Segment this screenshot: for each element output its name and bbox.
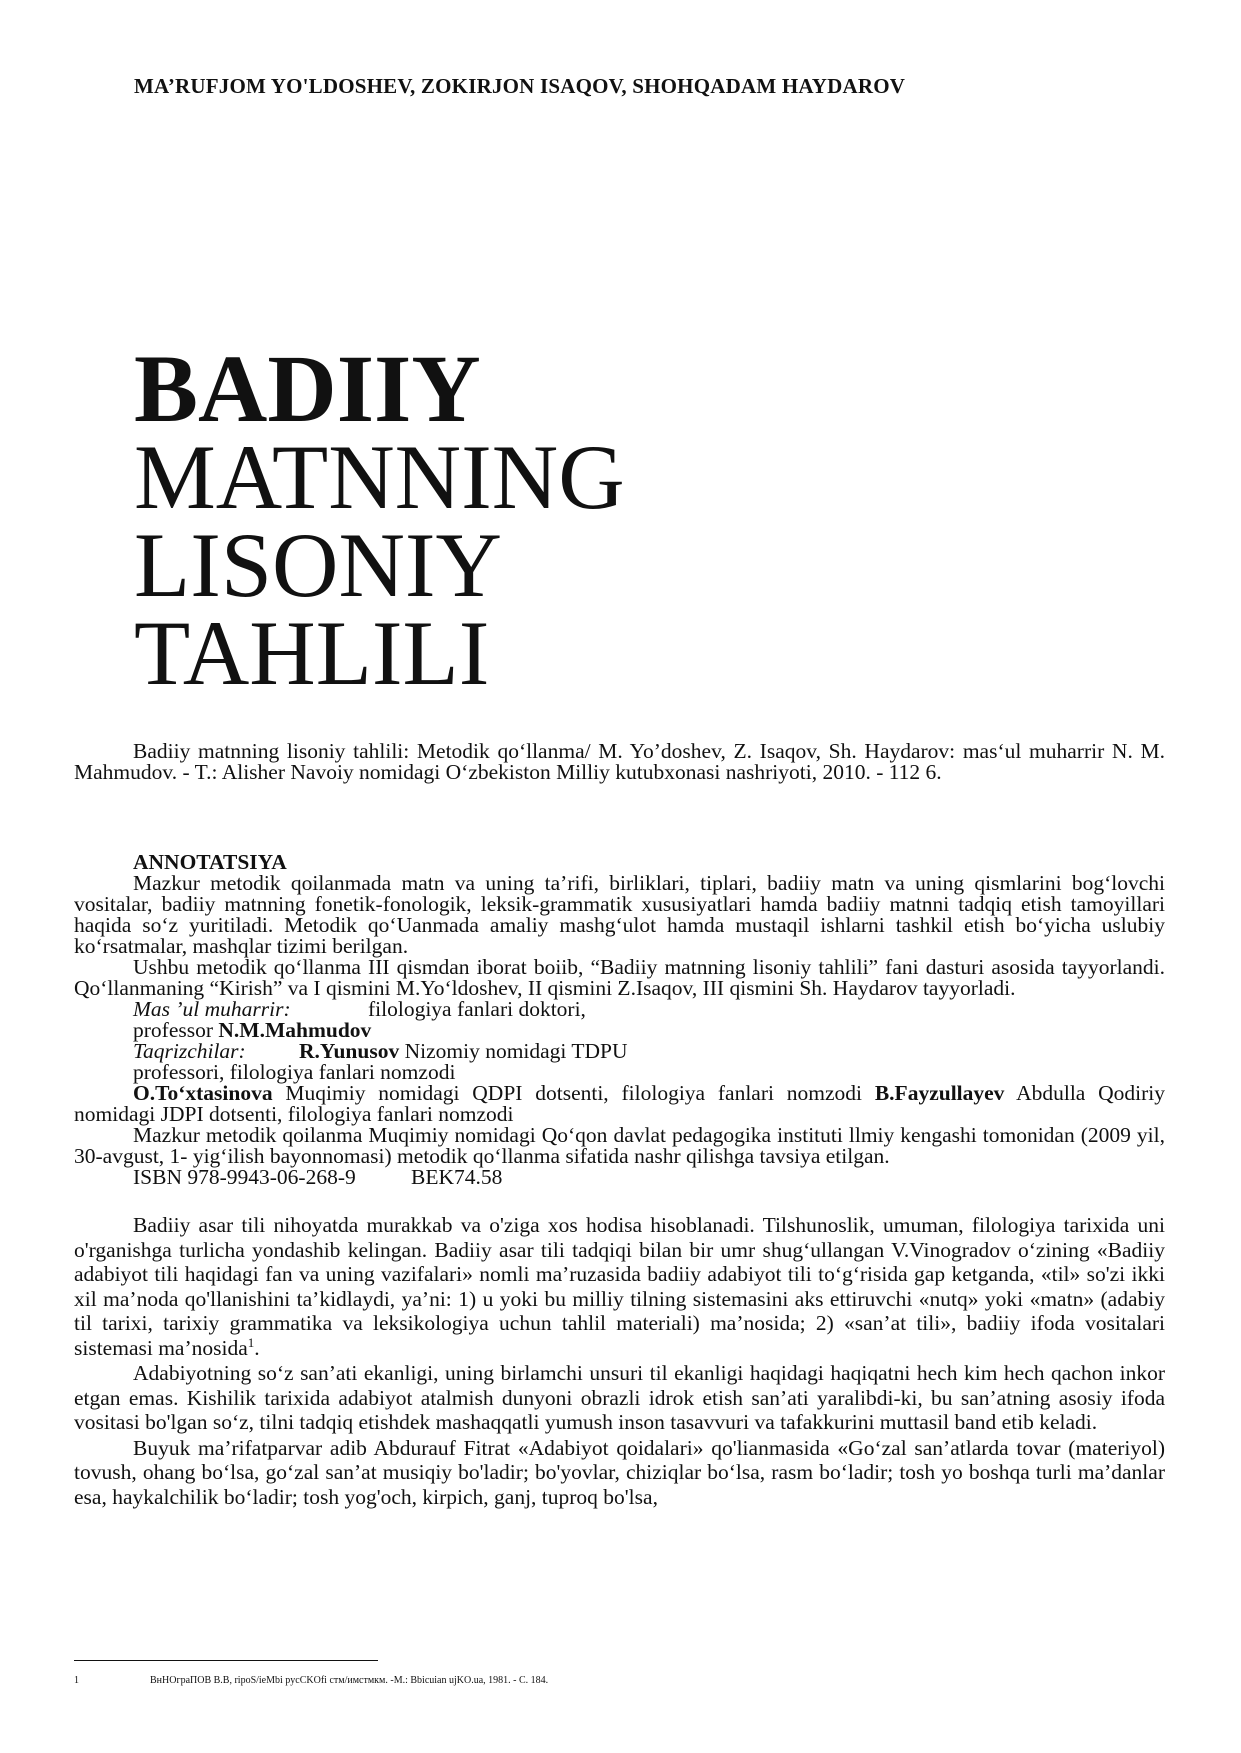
reviewer-1-desc-line: professori, filologiya fanlari nomzodi bbox=[133, 1060, 456, 1084]
reviewers-line bbox=[74, 1041, 1165, 1062]
main-paragraph-2: Adabiyotning so‘z san’ati ekanligi, uning birlamchi unsuri til ekanligi haqidagi haqiqatni hech kim hech qachon inkor etgan emas. Kishilik tarixida adabiyot atalmish dunyoni obrazli idrok etish san’ati yaralibdi-ki, bu san’atning asosiy ifoda vositasi bo'lgan so‘z, tilni tadqiq etishdek mashaqqatli yumush inson tasavvuri va tafakkurini muttasil band etib keladi. bbox=[74, 1361, 1165, 1434]
title-line-4: TAHLILI bbox=[134, 602, 490, 704]
reviewer-2-name: O.To‘xtasinova bbox=[133, 1081, 273, 1105]
annotation-section bbox=[74, 852, 1165, 1188]
footnote-text: ВнНОграПОВ В.В, ripoS/ieMbi pycCKOfi стм/имстмкм. -М.: Bbicuian ujKO.ua, 1981. - С. 184. bbox=[150, 1675, 549, 1686]
editor-name-line bbox=[74, 1020, 1165, 1041]
bbk: BEK74.58 bbox=[411, 1165, 503, 1189]
editor-title: professor bbox=[133, 1018, 214, 1042]
citation-block bbox=[74, 741, 1165, 783]
reviewer-1-desc: Nizomiy nomidagi TDPU bbox=[404, 1039, 628, 1063]
book-title bbox=[134, 335, 625, 704]
footnote-ref: 1 bbox=[247, 1334, 255, 1350]
footnote-rule bbox=[74, 1660, 378, 1661]
title-line-2: MATNNING bbox=[134, 426, 625, 528]
annotation-paragraph-2: Ushbu metodik qo‘llanma III qismdan iborat boiib, “Badiiy matnning lisoniy tahlili” fani dasturi asosida tayyorlandi. Qo‘llanmaning “Kirish” va I qismini M.Yo‘ldoshev, II qismini Z.Isaqov, III qismini Sh. Haydarov tayyorladi. bbox=[74, 955, 1165, 1000]
approval-paragraph: Mazkur metodik qoilanma Muqimiy nomidagi Qo‘qon davlat pedagogika instituti llmiy kengashi tomonidan (2009 yil, 30-avgust, 1- yig‘ilish bayonnomasi) metodik qo‘llanma sifatida nashr qilishga tavsiya etilgan. bbox=[74, 1123, 1165, 1168]
title-line-3: LISONIY bbox=[134, 514, 502, 616]
isbn: ISBN 978-9943-06-268-9 bbox=[133, 1165, 356, 1189]
editor-line bbox=[74, 999, 1165, 1020]
editor-desc: filologiya fanlari doktori, bbox=[368, 997, 586, 1021]
reviewers-label: Taqrizchilar: bbox=[133, 1039, 246, 1063]
main-paragraph-1 bbox=[74, 1213, 1165, 1360]
annotation-heading: ANNOTATSIYA bbox=[133, 850, 287, 874]
main-paragraph-3: Buyuk ma’rifatparvar adib Abdurauf Fitrat «Adabiyot qoidalari» qo'lianmasida «Go‘zal san’atlarda tovar (materiyol) tovush, ohang bo‘lsa, go‘zal san’at musiqiy bo'ladir; bo'yovlar, chiziqlar bo‘lsa, rasm bo‘ladir; tosh yo boshqa turli ma’danlar esa, haykalchilik bo‘ladir; tosh yog'och, kirpich, ganj, tuproq bo'lsa, bbox=[74, 1435, 1165, 1509]
main-text bbox=[74, 1213, 1165, 1510]
reviewer-2-desc: Muqimiy nomidagi QDPI dotsenti, filologiya fanlari nomzodi bbox=[285, 1081, 863, 1105]
editor-label: Mas ’ul muharrir: bbox=[133, 997, 291, 1021]
reviewer-1-name: R.Yunusov bbox=[299, 1039, 400, 1063]
reviewer-3-name: B.Fayzullayev bbox=[874, 1081, 1005, 1105]
footnote bbox=[74, 1675, 548, 1686]
authors-line: MA’RUFJOM YO'LDOSHEV, ZOKIRJON ISAQOV, SHOHQADAM HAYDAROV bbox=[134, 74, 906, 98]
main-paragraph-1-end: . bbox=[254, 1335, 260, 1360]
annotation-paragraph-1: Mazkur metodik qoilanmada matn va uning ta’rifi, birliklari, tiplari, badiiy matn va uning qismlarini bog‘lovchi vositalar, badiiy matnning fonetik-fonologik, leksik-grammatik xususiyatlari hamda badiiy matnni tadqiq etish tamoyillari haqida so‘z yuritiladi. Metodik qo‘Uanmada amaliy mashg‘ulot hamda mustaqil ishlarni tashkil etish bo‘yicha uslubiy ko‘rsatmalar, mashqlar tizimi berilgan. bbox=[74, 871, 1165, 958]
title-line-1: BADIIY bbox=[134, 335, 481, 442]
citation-text: Badiiy matnning lisoniy tahlili: Metodik qo‘llanma/ M. Yo’doshev, Z. Isaqov, Sh. Haydarov: mas‘ul muharrir N. M. Mahmudov. - T.: Alisher Navoiy nomidagi O‘zbekiston Milliy kutubxonasi nashriyoti, 2010. - 112 6. bbox=[74, 739, 1165, 784]
isbn-line bbox=[74, 1167, 1165, 1188]
footnote-number: 1 bbox=[74, 1675, 79, 1686]
reviewer-2-paragraph bbox=[74, 1083, 1165, 1125]
editor-name: N.M.Mahmudov bbox=[218, 1018, 372, 1042]
reviewer-3-desc: Abdulla Qodiriy nomidagi JDPI dotsenti, filologiya fanlari nomzodi bbox=[74, 1081, 1166, 1126]
main-paragraph-1-text: Badiiy asar tili nihoyatda murakkab va o'ziga xos hodisa hisoblanadi. Tilshunoslik, umuman, filologiya tarixida uni o'rganishga turlicha yondashib kelingan. Badiiy asar tili tadqiqi bilan bir umr shug‘ullangan V.Vinogradov o‘zining «Badiiy adabiyot tili haqidagi fan va uning vazifalari» nomli ma’ruzasida badiiy adabiyot tili to‘g‘risida gap ketganda, «til» so'zi ikki xil ma’noda qo'llanishini ta’kidlaydi, ya’ni: 1) u yoki bu milliy tilning sistemasini aks ettiruvchi «nutq» yoki «matn» (adabiy til tarixi, tarixiy grammatika va leksikologiya uchun tahlil materiali) ma’nosida; 2) «san’at tili», badiiy ifoda vositalari sistemasi ma’nosida bbox=[74, 1213, 1165, 1360]
